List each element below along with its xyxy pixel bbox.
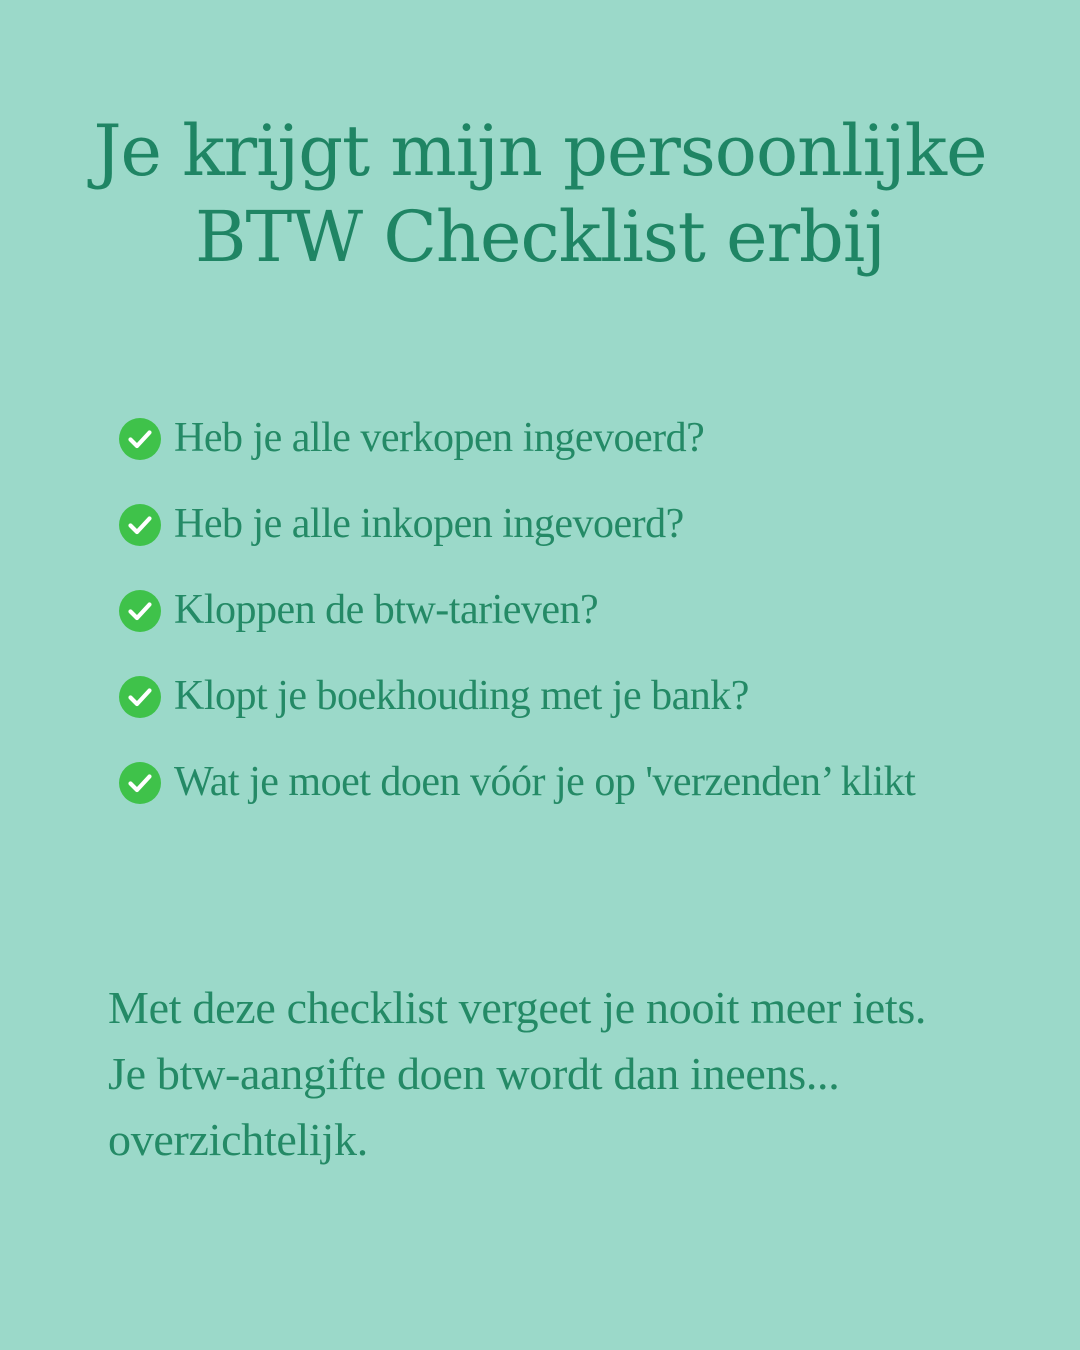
page-title [60, 108, 1020, 280]
check-circle-icon [118, 503, 162, 547]
check-circle-icon [118, 417, 162, 461]
checklist-item-label: Klopt je boekhouding met je bank? [174, 673, 749, 719]
checklist-item [118, 494, 978, 554]
check-circle-icon [118, 675, 162, 719]
checklist-item-label: Kloppen de btw-tarieven? [174, 587, 599, 633]
title-line-2: BTW Checklist erbij [195, 196, 885, 278]
outro-text: Met deze checklist vergeet je nooit meer iets. Je btw-aangifte doen wordt dan ineens... overzichtelijk. [108, 982, 927, 1165]
checklist [118, 408, 978, 838]
check-circle-icon [118, 761, 162, 805]
checklist-item-label: Wat je moet doen vóór je op 'verzenden’ klikt [174, 759, 916, 805]
checklist-item [118, 752, 978, 812]
checklist-item [118, 580, 978, 640]
checklist-item [118, 666, 978, 726]
checklist-item [118, 408, 978, 468]
title-line-1: Je krijgt mijn persoonlijke [93, 110, 987, 192]
checklist-item-label: Heb je alle inkopen ingevoerd? [174, 501, 684, 547]
checklist-item-label: Heb je alle verkopen ingevoerd? [174, 415, 705, 461]
check-circle-icon [118, 589, 162, 633]
